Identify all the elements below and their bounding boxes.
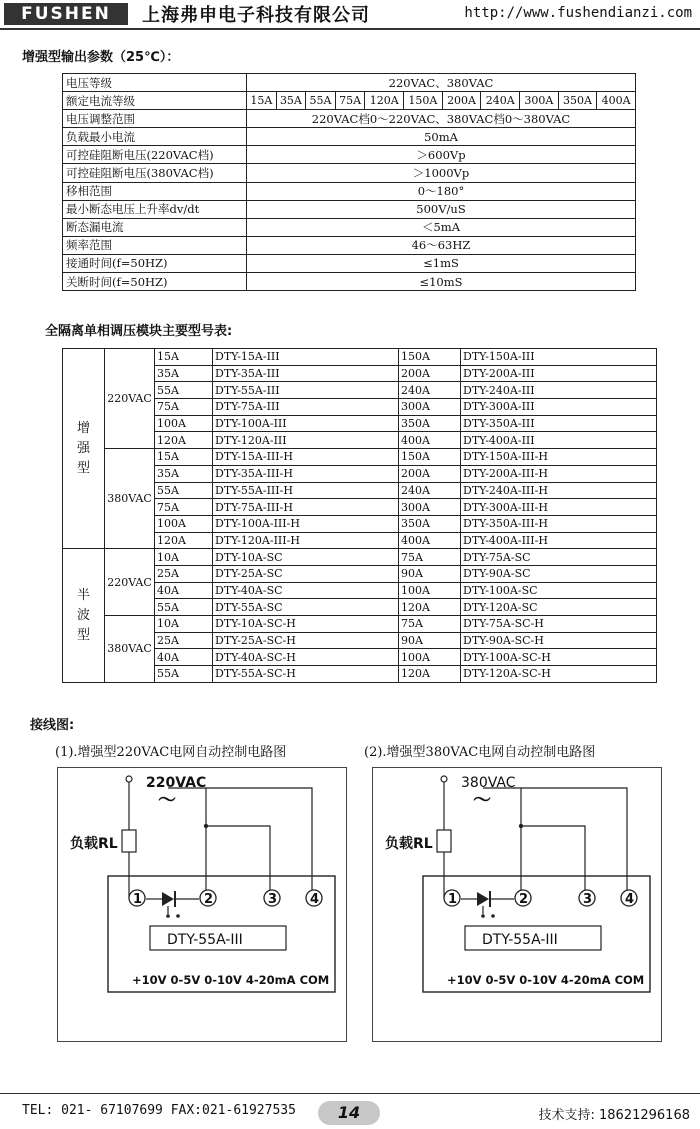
spec-label: 电压调整范围: [63, 110, 247, 128]
model-number: DTY-55A-III: [213, 382, 399, 399]
model-current: 350A: [399, 415, 461, 432]
junction-dot: [204, 824, 208, 828]
model-number: DTY-300A-III-H: [461, 499, 657, 516]
model-current: 100A: [399, 582, 461, 599]
thyristor-icon: [477, 892, 489, 906]
current-rating-cell: 300A: [520, 92, 559, 110]
contact-numbers: TEL: 021- 67107699 FAX:021-61927535: [22, 1103, 296, 1118]
spec-label: 可控硅阻断电压(380VAC档): [63, 164, 247, 182]
model-number: DTY-100A-III-H: [213, 515, 399, 532]
model-current: 75A: [399, 549, 461, 566]
spec-value: 500V/uS: [247, 200, 636, 218]
spec-row: [63, 146, 636, 164]
spec-section-title: 增强型输出参数（25℃）：: [22, 50, 180, 65]
model-number: DTY-200A-III: [461, 365, 657, 382]
model-number: DTY-120A-III-H: [213, 532, 399, 549]
model-current: 240A: [399, 482, 461, 499]
brand-logo: FUSHEN: [4, 3, 128, 25]
model-current: 350A: [399, 515, 461, 532]
model-current: 300A: [399, 499, 461, 516]
model-number: DTY-10A-SC: [213, 549, 399, 566]
terminal-pin-label: 2: [204, 892, 214, 907]
spec-row: [63, 236, 636, 254]
model-number: DTY-75A-III-H: [213, 499, 399, 516]
model-current: 90A: [399, 565, 461, 582]
spec-value: 46～63HZ: [247, 236, 636, 254]
spec-value: ＞600Vp: [247, 146, 636, 164]
model-number: DTY-150A-III: [461, 349, 657, 366]
model-number: DTY-55A-III-H: [213, 482, 399, 499]
spec-value: 50mA: [247, 128, 636, 146]
spec-value: 0～180°: [247, 182, 636, 200]
model-current: 10A: [155, 616, 213, 633]
spec-label: 频率范围: [63, 236, 247, 254]
spec-row: [63, 200, 636, 218]
model-current: 40A: [155, 582, 213, 599]
model-number: DTY-75A-III: [213, 399, 399, 416]
spec-row: [63, 164, 636, 182]
model-number: DTY-15A-III-H: [213, 449, 399, 466]
model-row: [63, 616, 657, 633]
model-current: 15A: [155, 449, 213, 466]
model-number: DTY-35A-III: [213, 365, 399, 382]
spec-value: ≤10mS: [247, 273, 636, 291]
model-voltage: 380VAC: [105, 449, 155, 549]
model-current: 120A: [399, 666, 461, 683]
thyristor-icon: [162, 892, 174, 906]
terminal-pin-label: 4: [310, 892, 320, 907]
model-number: DTY-100A-SC-H: [461, 649, 657, 666]
spec-value: 220VAC档0～220VAC、380VAC档0～380VAC: [247, 110, 636, 128]
supply-terminal: [126, 776, 132, 782]
model-number: DTY-200A-III-H: [461, 465, 657, 482]
model-current: 55A: [155, 382, 213, 399]
spec-row: [63, 273, 636, 291]
model-number: DTY-55A-SC-H: [213, 666, 399, 683]
model-number: DTY-100A-SC: [461, 582, 657, 599]
spec-row: [63, 254, 636, 272]
terminal-pin-label: 3: [268, 892, 278, 907]
diagram-1-caption: (1).增强型220VAC电网自动控制电路图: [55, 745, 287, 760]
spec-label: 电压等级: [63, 74, 247, 92]
current-rating-cell: 15A: [247, 92, 277, 110]
company-name: 上海弗申电子科技有限公司: [142, 5, 370, 26]
spec-row: [63, 128, 636, 146]
model-category: 增 强 型: [63, 349, 105, 549]
model-current: 25A: [155, 565, 213, 582]
spec-row: [63, 110, 636, 128]
model-current: 35A: [155, 465, 213, 482]
model-current: 55A: [155, 599, 213, 616]
model-current: 100A: [155, 515, 213, 532]
footer-divider: [0, 1093, 700, 1094]
current-rating-cell: 400A: [597, 92, 636, 110]
control-terminals-label: +10V 0-5V 0-10V 4-20mA COM: [132, 973, 330, 987]
current-rating-cell: 150A: [404, 92, 443, 110]
model-number: DTY-10A-SC-H: [213, 616, 399, 633]
terminal-pin-label: 4: [625, 892, 635, 907]
spec-row: [63, 218, 636, 236]
spec-value: 220VAC、380VAC: [247, 74, 636, 92]
load-resistor: [437, 830, 451, 852]
model-current: 100A: [399, 649, 461, 666]
model-row: [63, 349, 657, 366]
model-number: DTY-55A-SC: [213, 599, 399, 616]
supply-voltage-label: 220VAC: [146, 775, 207, 791]
module-model-label: DTY-55A-III: [482, 932, 558, 948]
page-number: 14: [318, 1101, 380, 1125]
model-number: DTY-35A-III-H: [213, 465, 399, 482]
model-current: 120A: [155, 432, 213, 449]
current-rating-cell: 75A: [335, 92, 365, 110]
diagram-2-caption: (2).增强型380VAC电网自动控制电路图: [364, 745, 596, 760]
wiring-section-title: 接线图:: [30, 718, 75, 733]
terminal-pin-label: 1: [448, 892, 458, 907]
model-number: DTY-25A-SC-H: [213, 632, 399, 649]
model-current: 400A: [399, 532, 461, 549]
pin4-wire: [168, 788, 312, 898]
wiring-diagram-380vac: [372, 767, 662, 1042]
wiring-diagram-220vac: [57, 767, 347, 1042]
model-number: DTY-350A-III-H: [461, 515, 657, 532]
spec-label: 额定电流等级: [63, 92, 247, 110]
spec-value: ＞1000Vp: [247, 164, 636, 182]
model-current: 75A: [399, 616, 461, 633]
model-current: 240A: [399, 382, 461, 399]
model-row: [63, 549, 657, 566]
spec-row-current: [63, 92, 636, 110]
model-number: DTY-40A-SC-H: [213, 649, 399, 666]
supply-voltage-label: 380VAC: [461, 775, 516, 791]
current-rating-cell: 240A: [481, 92, 520, 110]
model-voltage: 220VAC: [105, 349, 155, 449]
supply-terminal: [441, 776, 447, 782]
model-number: DTY-400A-III-H: [461, 532, 657, 549]
model-number: DTY-75A-SC-H: [461, 616, 657, 633]
terminal-pin-label: 3: [583, 892, 593, 907]
model-number: DTY-75A-SC: [461, 549, 657, 566]
model-current: 40A: [155, 649, 213, 666]
terminal-pin-label: 2: [519, 892, 529, 907]
model-number: DTY-400A-III: [461, 432, 657, 449]
spec-row: [63, 182, 636, 200]
model-number: DTY-300A-III: [461, 399, 657, 416]
load-label: 负载RL: [70, 836, 118, 852]
ac-symbol: ～: [473, 790, 491, 811]
load-resistor: [122, 830, 136, 852]
model-number: DTY-120A-III: [213, 432, 399, 449]
spec-label: 移相范围: [63, 182, 247, 200]
model-section-title: 全隔离单相调压模块主要型号表:: [45, 324, 233, 339]
model-current: 10A: [155, 549, 213, 566]
model-current: 90A: [399, 632, 461, 649]
model-number: DTY-15A-III: [213, 349, 399, 366]
spec-label: 最小断态电压上升率dv/dt: [63, 200, 247, 218]
model-number: DTY-40A-SC: [213, 582, 399, 599]
model-current: 400A: [399, 432, 461, 449]
pin3-wire: [206, 826, 270, 898]
model-current: 200A: [399, 365, 461, 382]
model-number: DTY-350A-III: [461, 415, 657, 432]
page-header: [0, 0, 700, 30]
current-rating-cell: 200A: [442, 92, 481, 110]
model-number: DTY-150A-III-H: [461, 449, 657, 466]
model-current: 100A: [155, 415, 213, 432]
spec-label: 断态漏电流: [63, 218, 247, 236]
model-number: DTY-90A-SC: [461, 565, 657, 582]
model-current: 15A: [155, 349, 213, 366]
header-divider: [0, 28, 700, 30]
pin4-wire: [483, 788, 627, 898]
model-current: 200A: [399, 465, 461, 482]
module-model-label: DTY-55A-III: [167, 932, 243, 948]
model-table: [62, 348, 657, 683]
spec-row-voltage: [63, 74, 636, 92]
model-current: 75A: [155, 499, 213, 516]
model-number: DTY-120A-SC-H: [461, 666, 657, 683]
model-current: 55A: [155, 482, 213, 499]
model-number: DTY-240A-III-H: [461, 482, 657, 499]
spec-label: 接通时间(f=50HZ): [63, 254, 247, 272]
model-number: DTY-25A-SC: [213, 565, 399, 582]
spec-label: 可控硅阻断电压(220VAC档): [63, 146, 247, 164]
circuit-svg: [373, 768, 663, 1043]
model-number: DTY-240A-III: [461, 382, 657, 399]
pin3-wire: [521, 826, 585, 898]
current-rating-cell: 35A: [276, 92, 306, 110]
load-label: 负载RL: [385, 836, 433, 852]
model-current: 150A: [399, 349, 461, 366]
current-rating-cell: 55A: [306, 92, 336, 110]
model-current: 55A: [155, 666, 213, 683]
current-rating-cell: 120A: [365, 92, 404, 110]
spec-value: ＜5mA: [247, 218, 636, 236]
support-hotline: 技术支持: 18621296168: [538, 1108, 690, 1123]
model-current: 35A: [155, 365, 213, 382]
model-current: 75A: [155, 399, 213, 416]
spec-value: ≤1mS: [247, 254, 636, 272]
model-current: 120A: [399, 599, 461, 616]
spec-table: [62, 73, 636, 291]
spec-label: 负载最小电流: [63, 128, 247, 146]
model-number: DTY-100A-III: [213, 415, 399, 432]
terminal-pin-label: 1: [133, 892, 143, 907]
model-current: 120A: [155, 532, 213, 549]
junction-dot: [519, 824, 523, 828]
control-terminals-label: +10V 0-5V 0-10V 4-20mA COM: [447, 973, 645, 987]
model-current: 25A: [155, 632, 213, 649]
current-rating-cell: 350A: [558, 92, 597, 110]
model-current: 300A: [399, 399, 461, 416]
model-number: DTY-120A-SC: [461, 599, 657, 616]
ac-symbol: ～: [158, 790, 176, 811]
model-current: 150A: [399, 449, 461, 466]
spec-label: 关断时间(f=50HZ): [63, 273, 247, 291]
model-row: [63, 449, 657, 466]
model-number: DTY-90A-SC-H: [461, 632, 657, 649]
model-category: 半 波 型: [63, 549, 105, 683]
circuit-svg: [58, 768, 348, 1043]
model-voltage: 220VAC: [105, 549, 155, 616]
website-url[interactable]: http://www.fushendianzi.com: [464, 5, 692, 21]
model-voltage: 380VAC: [105, 616, 155, 683]
